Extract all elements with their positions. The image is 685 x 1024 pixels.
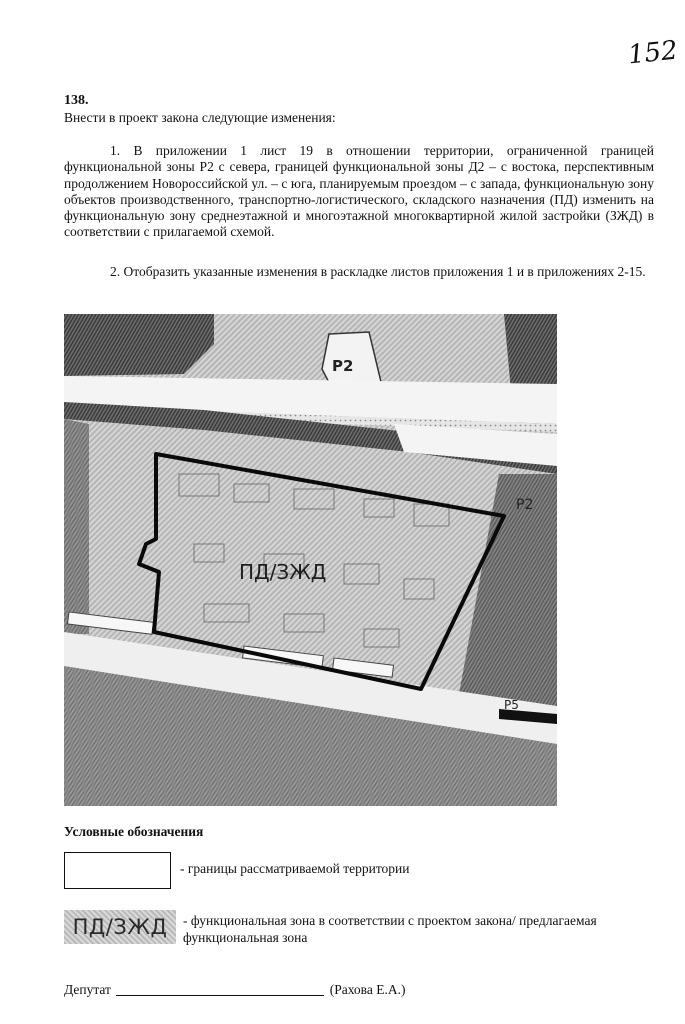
signature-line <box>116 995 324 996</box>
legend-zone-swatch <box>64 910 176 944</box>
signature-name: (Рахова Е.А.) <box>329 982 406 997</box>
zone-label-main: ПД/ЗЖД <box>239 560 327 584</box>
signature-block <box>64 982 406 998</box>
zone-label-p2-top: Р2 <box>332 357 354 375</box>
legend-zone-text: - функциональная зона в соответствии с проектом закона/ предлагаемая функциональная зона <box>183 913 597 945</box>
paragraph-1: 1. В приложении 1 лист 19 в отношении территории, ограниченной границей функциональной зоны Р2 с севера, границей функциональной зоны Д2 – с востока, перспективным продолжением Новороссийской ул. – с юга, планируемым проездом – с запада, функциональную зону объектов производственного, транспортно-логистического, складского назначения (ПД) изменить на функциональную зону среднеэтажной и многоэтажной многоквартирной жилой застройки (ЗЖД) в соответствии с прилагаемой схемой. <box>64 143 654 240</box>
page-number: 152 <box>626 35 680 71</box>
intro-text: Внести в проект закона следующие изменения: <box>64 110 336 125</box>
legend-zone-swatch-label: ПД/ЗЖД <box>72 915 168 939</box>
paragraph-2: 2. Отобразить указанные изменения в раскладке листов приложения 1 и в приложениях 2-15. <box>110 264 646 279</box>
signature-role: Депутат <box>64 982 111 997</box>
legend-title: Условные обозначения <box>64 824 204 839</box>
dark-area-left <box>64 419 89 634</box>
zone-label-bottom: Р5 <box>504 698 519 712</box>
legend-boundary-swatch <box>64 852 171 889</box>
item-number: 138. <box>64 93 89 108</box>
zone-label-p2-right: Р2 <box>516 497 534 513</box>
legend-boundary-text: - границы рассматриваемой территории <box>180 861 410 876</box>
zoning-map <box>64 314 557 806</box>
